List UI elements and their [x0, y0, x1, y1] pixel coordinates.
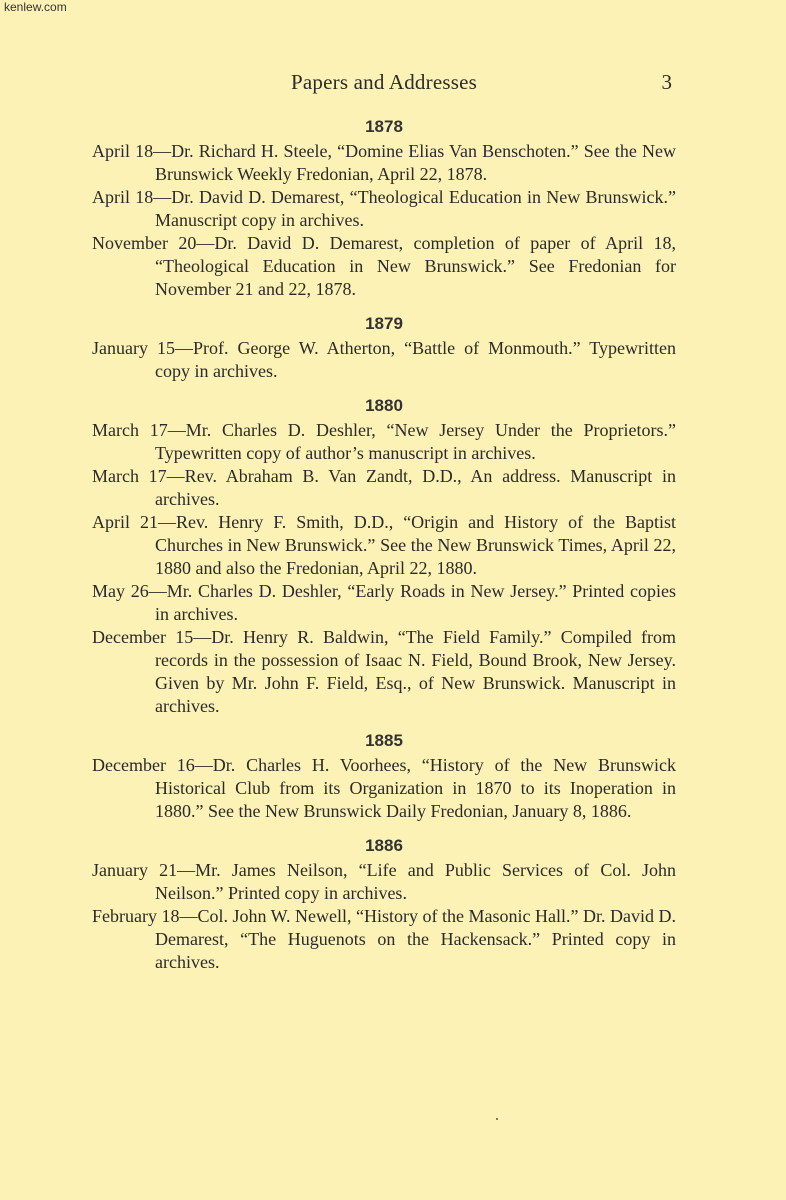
list-item: December 15—Dr. Henry R. Baldwin, “The Field Family.” Compiled from records in the possession of Isaac N. Field, Bound Brook, New Jersey. Given by Mr. John F. Field, Esq., of New Brunswick. Manuscript in archives. [92, 627, 676, 716]
list-item: April 21—Rev. Henry F. Smith, D.D., “Origin and History of the Baptist Churches in New Brunswick.” See the New Brunswick Times, April 22, 1880 and also the Fredonian, April 22, 1880. [92, 512, 676, 578]
watermark-text: kenlew.com [4, 0, 67, 14]
list-item: January 15—Prof. George W. Atherton, “Battle of Monmouth.” Typewritten copy in archives. [92, 338, 676, 381]
list-item: November 20—Dr. David D. Demarest, completion of paper of April 18, “Theological Education in New Brunswick.” See Fredonian for November 21 and 22, 1878. [92, 233, 676, 299]
list-item: March 17—Rev. Abraham B. Van Zandt, D.D., An address. Manuscript in archives. [92, 466, 676, 509]
year-heading-1878: 1878 [365, 117, 403, 136]
document-body [92, 116, 676, 974]
list-item: May 26—Mr. Charles D. Deshler, “Early Roads in New Jersey.” Printed copies in archives. [92, 581, 676, 624]
list-item: March 17—Mr. Charles D. Deshler, “New Jersey Under the Proprietors.” Typewritten copy of author’s manuscript in archives. [92, 420, 676, 463]
year-heading-1885: 1885 [365, 731, 403, 750]
year-heading-1879: 1879 [365, 314, 403, 333]
list-item: February 18—Col. John W. Newell, “History of the Masonic Hall.” Dr. David D. Demarest, “The Huguenots on the Hackensack.” Printed copy in archives. [92, 906, 676, 972]
list-item: April 18—Dr. David D. Demarest, “Theological Education in New Brunswick.” Manuscript copy in archives. [92, 187, 676, 230]
list-item: April 18—Dr. Richard H. Steele, “Domine Elias Van Benschoten.” See the New Brunswick Weekly Fredonian, April 22, 1878. [92, 141, 676, 184]
list-item: January 21—Mr. James Neilson, “Life and Public Services of Col. John Neilson.” Printed copy in archives. [92, 860, 676, 903]
year-heading-1880: 1880 [365, 396, 403, 415]
print-speck [496, 1118, 498, 1120]
page-title: Papers and Addresses [291, 70, 477, 94]
running-header [92, 70, 676, 96]
list-item: December 16—Dr. Charles H. Voorhees, “History of the New Brunswick Historical Club from its Organization in 1870 to its Inoperation in 1880.” See the New Brunswick Daily Fredonian, January 8, 1886. [92, 755, 676, 821]
page-number: 3 [661, 70, 672, 94]
year-heading-1886: 1886 [365, 836, 403, 855]
